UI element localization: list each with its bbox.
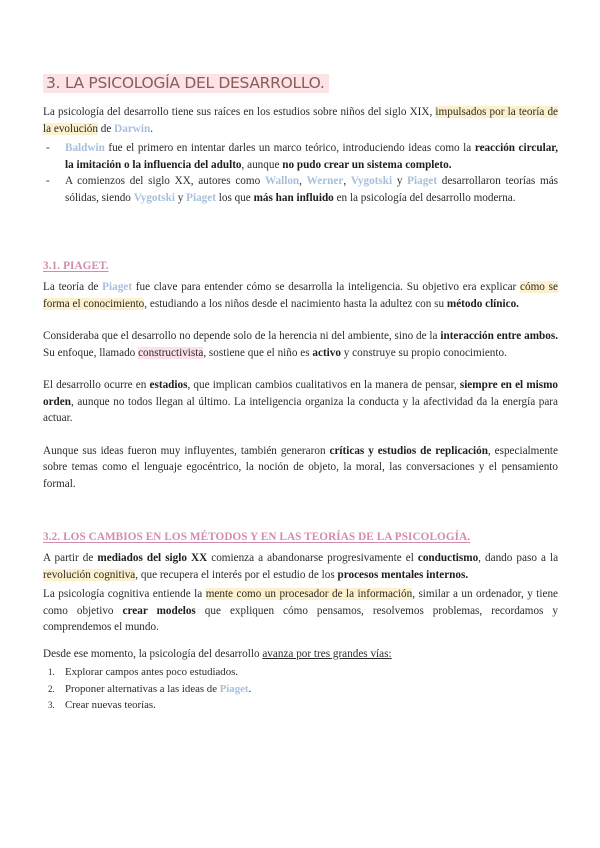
highlight-text: impulsados por la teoría de la evolución [43,106,558,135]
bold-text: siempre en el mismo orden [43,379,559,408]
text: A partir de [43,552,94,564]
text: , que recupera el interés por el estudio de los [135,568,335,581]
bold-text: activo [312,346,341,359]
text: Desde ese momento, la psicología del desarrollo [43,647,260,660]
list-item [43,664,558,681]
author-name: Baldwin [65,142,105,154]
paragraph [43,443,558,493]
text: Proponer alternativas a las ideas de [65,682,217,695]
text: La teoría de [43,281,99,293]
text: Explorar campos antes poco estudiados. [65,666,239,678]
text: . [248,682,252,695]
bold-text: reacción circular, la imitación o la influencia del adulto [65,142,559,171]
section1-block [43,279,558,492]
bold-text: conductismo [417,552,479,564]
author-name: Werner [306,175,344,187]
author-name: Piaget [407,175,437,187]
numbered-list [43,664,558,714]
text: La psicología del desarrollo tiene sus raíces en los estudios sobre niños del siglo XIX, [43,106,433,118]
section-heading-piaget: 3.1. PIAGET. [43,260,109,272]
text: Consideraba que el desarrollo no depende solo de la herencia ni del ambiente, sino de la [43,330,438,342]
intro-paragraph [43,104,558,137]
text: de [100,122,112,135]
list-number: 3. [48,700,55,710]
section-heading-cambios: 3.2. LOS CAMBIOS EN LOS MÉTODOS Y EN LAS TEORÍAS DE LA PSICOLOGÍA. [43,531,471,543]
text: Crear nuevas teorías. [65,699,156,711]
paragraph [43,586,558,636]
text: que expliquen cómo pensamos, resolvemos problemas, recordamos y comprendemos el mundo. [43,604,558,633]
text: y construye su propio conocimiento. [343,346,507,359]
text: , estudiando a los niños desde el nacimiento hasta la adultez con su [144,297,445,310]
text: , aunque no todos llegan al último. La inteligencia organiza la conducta y la afectividad da la energía para actuar. [43,395,558,424]
bullet-list [43,140,558,206]
bold-text: más han influido [253,191,334,204]
bullet-item [43,140,558,173]
author-name: Piaget [186,191,216,204]
paragraph [43,328,558,361]
text: , que implican cambios cualitativos en la manera de pensar, [187,379,457,391]
text: y [177,191,184,204]
list-item [43,697,558,714]
text: El desarrollo ocurre en [43,379,147,391]
text: , sostiene que el niño es [203,346,310,359]
text: A comienzos del siglo XX, autores como [65,175,261,187]
text: , especialmente sobre temas como el lenguaje egocéntrico, la noción de objeto, la moral, las conversaciones y el pensamiento formal. [43,444,559,490]
author-name: Vygotski [133,191,175,204]
author-name: Wallon [264,175,300,187]
text: los que [218,191,251,204]
highlight-text: revolución cognitiva [43,568,136,581]
text: Su enfoque, llamado [43,346,136,359]
text: . [150,122,154,135]
text: Aunque sus ideas fueron muy influyentes, también generaron [43,444,326,457]
paragraph [43,279,558,312]
bold-text: no pudo crear un sistema completo. [282,158,452,171]
text: La psicología cognitiva entiende la [43,588,203,600]
bold-text: procesos mentales internos. [337,568,469,581]
list-number: 2. [48,683,55,694]
bold-text: interacción entre ambos. [440,330,558,342]
bold-text: método clínico. [446,297,519,310]
paragraph [43,550,558,583]
text: , similar a un ordenador, y tiene como objetivo [43,588,559,617]
highlight-text: mente como un procesador de la información [205,588,413,600]
list-number: 1. [48,667,55,677]
text: comienza a abandonarse progresivamente el [211,552,414,564]
author-name: Darwin [114,122,151,135]
list-item [43,681,558,698]
bold-text: mediados del siglo XX [97,552,208,564]
section2-block [43,550,558,714]
bold-text: estadios [149,379,188,391]
bold-text: críticas y estudios de replicación [329,444,488,457]
bullet-item: - A comienzos del siglo XX, autores como Wallon, Werner, Vygotski y Piaget desarrollaron teorías más sólidas, siendo Vygotski y Piaget los que más han influido en la psicología del desarrollo moderna. [43,173,558,206]
paragraph [43,646,558,663]
highlight-text: cómo se forma el conocimiento [43,281,558,310]
highlight-text: constructivista [138,346,204,359]
author-name: Piaget [219,682,249,695]
author-name: Piaget [102,281,132,293]
text: en la psicología del desarrollo moderna. [336,191,516,204]
paragraph [43,377,558,427]
intro-block [43,104,558,206]
text: , dando paso a la [478,552,559,564]
text: , aunque [241,158,280,171]
author-name: Vygotski [350,175,393,187]
text: fue clave para entender cómo se desarrolla la inteligencia. Su objetivo era explicar [135,281,517,293]
page-title: 3. LA PSICOLOGÍA DEL DESARROLLO. [43,74,329,93]
text: fue el primero en intentar darles un marco teórico, introduciendo ideas como la [108,142,472,154]
bold-text: crear modelos [122,604,196,617]
underlined-text: avanza por tres grandes vías: [262,647,392,660]
text: desarrollaron teorías más sólidas, siendo [65,175,559,204]
